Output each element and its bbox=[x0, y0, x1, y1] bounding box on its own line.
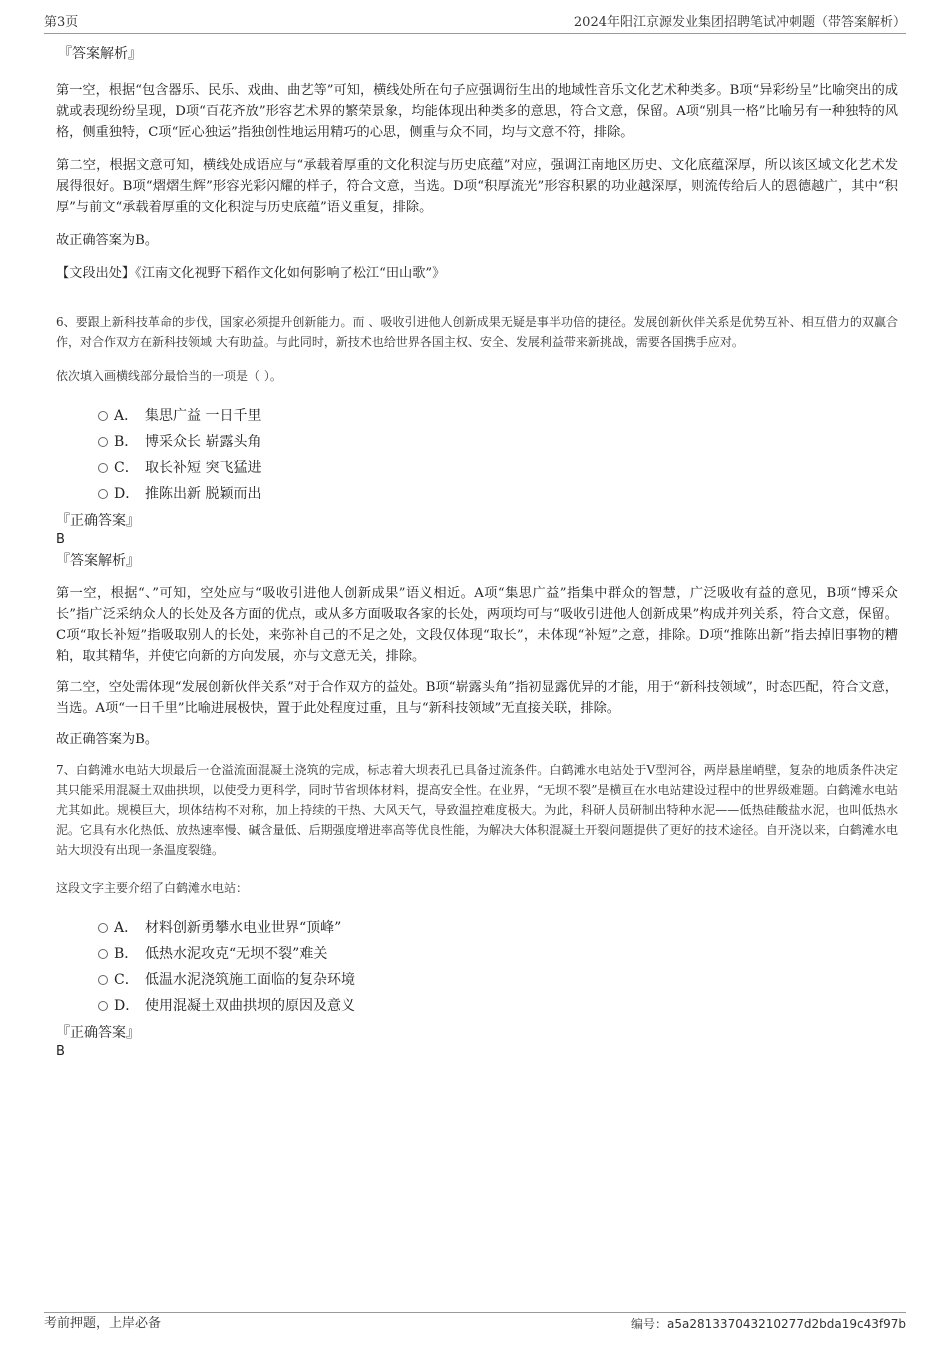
option-c[interactable] bbox=[56, 455, 898, 481]
source-citation: 【文段出处】《江南文化视野下稻作文化如何影响了松江“田山歌”》 bbox=[56, 266, 446, 281]
radio-icon[interactable] bbox=[98, 1001, 108, 1011]
option-text: 集思广益 一日千里 bbox=[145, 408, 262, 424]
option-letter: B． bbox=[114, 434, 139, 450]
question-prompt: 依次填入画横线部分最恰当的一项是（ ）。 bbox=[56, 369, 282, 383]
option-d[interactable] bbox=[56, 993, 898, 1019]
answer-conclusion: 故正确答案为B。 bbox=[56, 233, 159, 248]
option-text: 推陈出新 脱颖而出 bbox=[145, 486, 262, 502]
option-text: 材料创新勇攀水电业世界“顶峰” bbox=[145, 920, 342, 936]
option-list bbox=[56, 403, 898, 507]
footer-slogan: 考前押题，上岸必备 bbox=[44, 1316, 162, 1331]
question-stem: 6、要跟上新科技革命的步伐，国家必须提升创新能力。而 、吸收引进他人创新成果无疑是事半功倍的捷径。发展创新伙伴关系是优势互补、相互借力的双赢合作，对合作双方在新科技领域 大有助益。与此同时，新技术也给世界各国主权、安全、发展利益带来新挑战，需要各国携手应对。 bbox=[56, 315, 898, 349]
option-letter: C． bbox=[114, 460, 139, 476]
page-footer bbox=[44, 1312, 906, 1337]
radio-icon[interactable] bbox=[98, 463, 108, 473]
option-d[interactable] bbox=[56, 481, 898, 507]
document-title: 2024年阳江京源发业集团招聘笔试冲刺题（带答案解析） bbox=[573, 15, 906, 30]
page-number: 第3页 bbox=[44, 15, 79, 30]
option-text: 使用混凝土双曲拱坝的原因及意义 bbox=[145, 998, 355, 1014]
option-b[interactable] bbox=[56, 941, 898, 967]
analysis-label: 『答案解析』 bbox=[58, 46, 142, 62]
analysis-paragraph: 第二空，根据文意可知，横线处成语应与“承载着厚重的文化积淀与历史底蕴”对应，强调江南地区历史、文化底蕴深厚，所以该区域文化艺术发展得很好。B项“熠熠生辉”形容光彩闪耀的样子，符合文意，当选。D项“积厚流光”形容积累的功业越深厚，则流传给后人的恩德越广，其中“积厚”与前文“承载着厚重的文化积淀与历史底蕴”语义重复，排除。 bbox=[56, 158, 898, 215]
correct-answer: B bbox=[56, 1044, 65, 1059]
code-label: 编号： bbox=[631, 1317, 668, 1331]
analysis-paragraph: 第一空，根据“包含器乐、民乐、戏曲、曲艺等”可知，横线处所在句子应强调衍生出的地域性音乐文化艺术种类多。B项“异彩纷呈”比喻突出的成就或表现纷纷呈现，D项“百花齐放”形容艺术界的繁荣景象，均能体现出种类多的意思，符合文意，保留。A项“别具一格”比喻另有一种独特的风格，侧重独特，C项“匠心独运”指独创性地运用精巧的心思，侧重与众不同，均与文意不符，排除。 bbox=[56, 83, 898, 140]
radio-icon[interactable] bbox=[98, 489, 108, 499]
option-b[interactable] bbox=[56, 429, 898, 455]
radio-icon[interactable] bbox=[98, 975, 108, 985]
option-a[interactable] bbox=[56, 403, 898, 429]
option-letter: D． bbox=[114, 998, 140, 1014]
option-letter: D． bbox=[114, 486, 140, 502]
question-prompt: 这段文字主要介绍了白鹤滩水电站： bbox=[56, 881, 249, 895]
answer-conclusion: 故正确答案为B。 bbox=[56, 732, 159, 747]
radio-icon[interactable] bbox=[98, 949, 108, 959]
correct-answer-label: 『正确答案』 bbox=[56, 513, 140, 529]
page-content bbox=[56, 44, 898, 1061]
option-text: 低热水泥攻克“无坝不裂”难关 bbox=[145, 946, 328, 962]
radio-icon[interactable] bbox=[98, 411, 108, 421]
option-letter: C． bbox=[114, 972, 139, 988]
document-code bbox=[631, 1315, 906, 1333]
option-list bbox=[56, 915, 898, 1019]
correct-answer: B bbox=[56, 532, 65, 547]
option-letter: A． bbox=[114, 408, 139, 424]
analysis-paragraph: 第一空，根据“、”可知，空处应与“吸收引进他人创新成果”语义相近。A项“集思广益”指集中群众的智慧，广泛吸收有益的意见，B项“博采众长”指广泛采纳众人的长处及各方面的优点，或从多方面吸取各家的长处，两项均可与“吸收引进他人创新成果”构成并列关系，符合文意，保留。C项“取长补短”指吸取别人的长处，来弥补自己的不足之处，文段仅体现“取长”，未体现“补短”之意，排除。D项“推陈出新”指去掉旧事物的糟粕，取其精华，并使它向新的方向发展，亦与文意无关，排除。 bbox=[56, 586, 898, 664]
option-text: 博采众长 崭露头角 bbox=[145, 434, 262, 450]
correct-answer-label: 『正确答案』 bbox=[56, 1025, 140, 1041]
radio-icon[interactable] bbox=[98, 923, 108, 933]
option-a[interactable] bbox=[56, 915, 898, 941]
question-stem: 7、白鹤滩水电站大坝最后一仓溢流面混凝土浇筑的完成，标志着大坝表孔已具备过流条件。白鹤滩水电站处于V型河谷，两岸悬崖峭壁，复杂的地质条件决定其只能采用混凝土双曲拱坝，以使受力更科学，同时节省坝体材料，提高安全性。在业界，“无坝不裂”是横亘在水电站建设过程中的世界级难题。白鹤滩水电站尤其如此。规模巨大，坝体结构不对称，加上持续的干热、大风天气，导致温控难度极大。为此，科研人员研制出特种水泥——低热硅酸盐水泥，也叫低热水泥。它具有水化热低、放热速率慢、碱含量低、后期强度增进率高等优良性能，为解决大体积混凝土开裂问题提供了更好的技术途径。自开浇以来，白鹤滩水电站大坝没有出现一条温度裂缝。 bbox=[56, 763, 898, 857]
option-text: 取长补短 突飞猛进 bbox=[145, 460, 262, 476]
analysis-paragraph: 第二空，空处需体现“发展创新伙伴关系”对于合作双方的益处。B项“崭露头角”指初显露优异的才能，用于“新科技领域”，时态匹配，符合文意，当选。A项“一日千里”比喻进展极快，置于此处程度过重，且与“新科技领域”无直接关联，排除。 bbox=[56, 680, 898, 716]
option-c[interactable] bbox=[56, 967, 898, 993]
code-value: a5a28133704321027​7d2bda19c43f97b bbox=[667, 1317, 906, 1331]
option-letter: B． bbox=[114, 946, 139, 962]
radio-icon[interactable] bbox=[98, 437, 108, 447]
option-letter: A． bbox=[114, 920, 139, 936]
analysis-label: 『答案解析』 bbox=[56, 553, 140, 569]
option-text: 低温水泥浇筑施工面临的复杂环境 bbox=[145, 972, 355, 988]
page-header bbox=[44, 13, 906, 34]
